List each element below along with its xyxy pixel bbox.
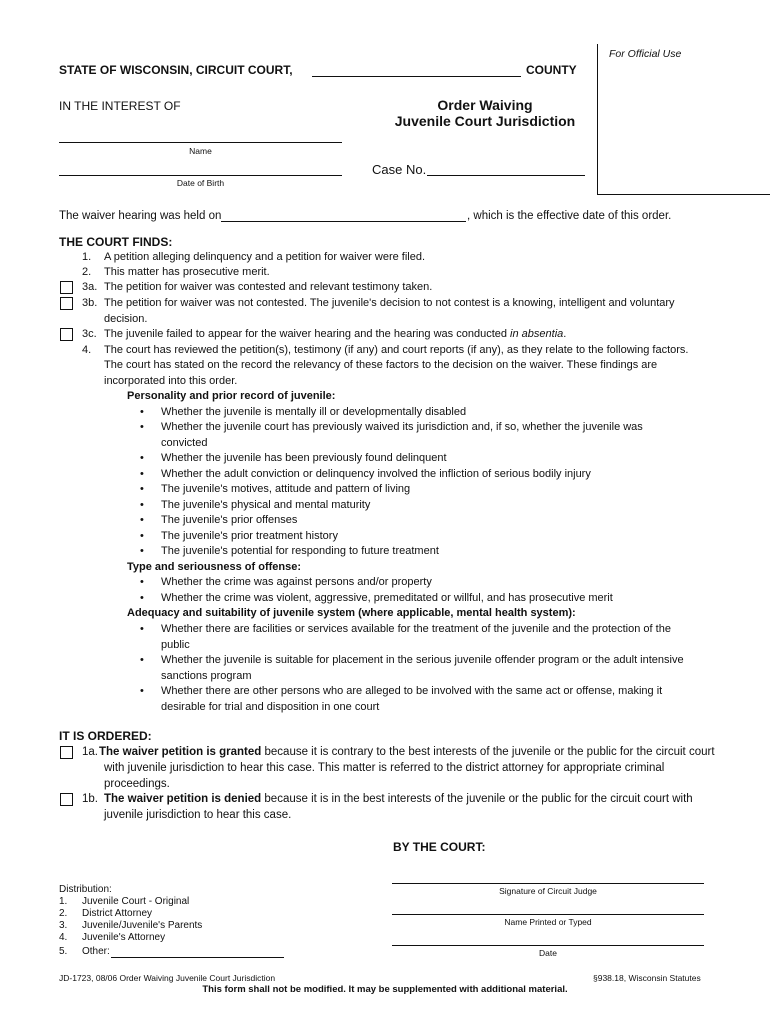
distribution-item: Juvenile Court - Original bbox=[82, 896, 190, 907]
bullet-icon: • bbox=[140, 623, 144, 635]
by-the-court-label: BY THE COURT: bbox=[393, 840, 486, 854]
bullet-icon: • bbox=[140, 654, 144, 666]
finding-3a-num: 3a. bbox=[82, 281, 98, 293]
finding-4-text-line1: The court has reviewed the petition(s), testimony (if any) and court reports (if any), as they relate to the following factors. bbox=[104, 344, 689, 356]
adequacy-heading: Adequacy and suitability of juvenile system (where applicable, mental health system): bbox=[127, 607, 576, 619]
personality-item: Whether the adult conviction or delinquency involved the infliction of serious bodily injury bbox=[161, 468, 591, 480]
personality-item: convicted bbox=[161, 437, 208, 449]
judge-name-field[interactable] bbox=[392, 902, 704, 915]
page-title-line2: Juvenile Court Jurisdiction bbox=[394, 113, 576, 129]
adequacy-item: Whether there are other persons who are alleged to be involved with the same act or offense, making it bbox=[161, 685, 663, 697]
distribution-heading: Distribution: bbox=[59, 884, 112, 895]
hearing-date-field[interactable] bbox=[221, 209, 466, 222]
bullet-icon: • bbox=[140, 545, 144, 557]
finding-4-num: 4. bbox=[82, 344, 92, 356]
personality-item: The juvenile's prior treatment history bbox=[161, 530, 338, 542]
order-1b-num: 1b. bbox=[82, 793, 98, 805]
distribution-item: Juvenile's Attorney bbox=[82, 932, 166, 943]
finding-3c-end: . bbox=[563, 328, 567, 340]
order-1a-rest: because it is contrary to the best interests of the juvenile or the public for the circuit court bbox=[261, 746, 715, 758]
finding-3c-text bbox=[104, 328, 566, 340]
finding-3c-italic: in absentia bbox=[510, 328, 564, 340]
bullet-icon: • bbox=[140, 483, 144, 495]
distribution-num: 4. bbox=[59, 932, 68, 943]
judge-name-label: Name Printed or Typed bbox=[504, 917, 592, 927]
personality-item: The juvenile's physical and mental maturity bbox=[161, 499, 371, 511]
county-label: COUNTY bbox=[526, 63, 577, 77]
finding-3c-num: 3c. bbox=[82, 328, 97, 340]
distribution-other-field[interactable] bbox=[111, 946, 284, 958]
order-1a-line3: proceedings. bbox=[104, 778, 170, 790]
form-id: JD-1723, 08/06 Order Waiving Juvenile Court Jurisdiction bbox=[59, 973, 276, 983]
finding-1-text: A petition alleging delinquency and a petition for waiver were filed. bbox=[104, 251, 426, 263]
official-use-label: For Official Use bbox=[609, 48, 682, 60]
dob-field[interactable] bbox=[59, 161, 342, 176]
order-date-label: Date bbox=[539, 948, 557, 958]
bullet-icon: • bbox=[140, 530, 144, 542]
bullet-icon: • bbox=[140, 685, 144, 697]
ordered-heading: IT IS ORDERED: bbox=[59, 729, 152, 743]
bullet-icon: • bbox=[140, 576, 144, 588]
distribution-item: Other: bbox=[82, 946, 110, 957]
order-1b-bold: The waiver petition is denied bbox=[104, 793, 262, 805]
distribution-num: 5. bbox=[59, 946, 68, 957]
finding-4-text-line2: The court has stated on the record the relevancy of these factors to the decision on the waiver. These findings are bbox=[104, 359, 658, 371]
order-1a-text bbox=[99, 746, 715, 758]
finding-3a-checkbox[interactable] bbox=[60, 281, 73, 294]
official-use-box bbox=[597, 44, 770, 195]
state-court-label: STATE OF WISCONSIN, CIRCUIT COURT, bbox=[59, 63, 293, 77]
finding-4-text-line3: incorporated into this order. bbox=[104, 375, 238, 387]
adequacy-item: Whether there are facilities or services available for the treatment of the juvenile and the protection of the bbox=[161, 623, 671, 635]
finding-3b-text-line1: The petition for waiver was not contested. The juvenile's decision to not contest is a knowing, intelligent and voluntary bbox=[104, 297, 675, 309]
adequacy-item: Whether the juvenile is suitable for placement in the serious juvenile offender program or the adult intensive bbox=[161, 654, 684, 666]
page-title-line1: Order Waiving bbox=[437, 97, 533, 113]
finding-1-num: 1. bbox=[82, 251, 92, 263]
case-no-field[interactable] bbox=[427, 161, 585, 176]
name-field[interactable] bbox=[59, 128, 342, 143]
name-label: Name bbox=[189, 146, 212, 156]
order-1a-bold: The waiver petition is granted bbox=[99, 746, 262, 758]
order-1a-line2: with juvenile jurisdiction to hear this case. This matter is referred to the district attorney for appropriate criminal bbox=[104, 762, 665, 774]
judge-signature-field[interactable] bbox=[392, 871, 704, 884]
offense-item: Whether the crime was against persons and/or property bbox=[161, 576, 432, 588]
court-finds-heading: THE COURT FINDS: bbox=[59, 235, 173, 249]
judge-signature-label: Signature of Circuit Judge bbox=[499, 886, 597, 896]
bullet-icon: • bbox=[140, 421, 144, 433]
adequacy-item: sanctions program bbox=[161, 670, 252, 682]
personality-item: The juvenile's prior offenses bbox=[161, 514, 298, 526]
finding-3a-text: The petition for waiver was contested and relevant testimony taken. bbox=[104, 281, 433, 293]
bullet-icon: • bbox=[140, 452, 144, 464]
order-1a-checkbox[interactable] bbox=[60, 746, 73, 759]
personality-item: Whether the juvenile has been previously found delinquent bbox=[161, 452, 447, 464]
finding-3c-text-main: The juvenile failed to appear for the waiver hearing and the hearing was conducted bbox=[104, 328, 507, 340]
adequacy-item: desirable for trial and disposition in one court bbox=[161, 701, 380, 713]
bullet-icon: • bbox=[140, 468, 144, 480]
form-notice: This form shall not be modified. It may be supplemented with additional material. bbox=[202, 984, 568, 995]
finding-3b-checkbox[interactable] bbox=[60, 297, 73, 310]
finding-2-num: 2. bbox=[82, 266, 92, 278]
order-1b-line2: juvenile jurisdiction to hear this case. bbox=[104, 809, 292, 821]
personality-item: The juvenile's motives, attitude and pattern of living bbox=[161, 483, 411, 495]
offense-heading: Type and seriousness of offense: bbox=[127, 561, 302, 573]
finding-3b-text-line2: decision. bbox=[104, 313, 148, 325]
bullet-icon: • bbox=[140, 499, 144, 511]
personality-heading: Personality and prior record of juvenile: bbox=[127, 390, 336, 402]
case-no-label: Case No. bbox=[372, 162, 427, 177]
order-1a-num: 1a. bbox=[82, 746, 98, 758]
bullet-icon: • bbox=[140, 514, 144, 526]
finding-2-text: This matter has prosecutive merit. bbox=[104, 266, 270, 278]
distribution-num: 1. bbox=[59, 896, 68, 907]
order-1b-text bbox=[104, 793, 693, 805]
distribution-num: 3. bbox=[59, 920, 68, 931]
adequacy-item: public bbox=[161, 639, 190, 651]
distribution-item: Juvenile/Juvenile's Parents bbox=[82, 920, 203, 931]
bullet-icon: • bbox=[140, 406, 144, 418]
order-date-field[interactable] bbox=[392, 933, 704, 946]
order-1b-rest: because it is in the best interests of the juvenile or the public for the circuit court with bbox=[261, 793, 693, 805]
finding-3b-num: 3b. bbox=[82, 297, 98, 309]
personality-item: Whether the juvenile court has previously waived its jurisdiction and, if so, whether the juvenile was bbox=[161, 421, 643, 433]
in-interest-label: IN THE INTEREST OF bbox=[59, 99, 181, 113]
hearing-suffix: , which is the effective date of this order. bbox=[467, 210, 672, 222]
finding-3c-checkbox[interactable] bbox=[60, 328, 73, 341]
bullet-icon: • bbox=[140, 592, 144, 604]
distribution-item: District Attorney bbox=[82, 908, 153, 919]
offense-item: Whether the crime was violent, aggressive, premeditated or willful, and has prosecutive merit bbox=[161, 592, 613, 604]
county-field[interactable] bbox=[312, 62, 521, 77]
order-1b-checkbox[interactable] bbox=[60, 793, 73, 806]
personality-item: The juvenile's potential for responding to future treatment bbox=[161, 545, 439, 557]
dob-label: Date of Birth bbox=[176, 178, 225, 188]
distribution-num: 2. bbox=[59, 908, 68, 919]
personality-item: Whether the juvenile is mentally ill or developmentally disabled bbox=[161, 406, 467, 418]
statute-reference: §938.18, Wisconsin Statutes bbox=[593, 973, 701, 983]
hearing-prefix: The waiver hearing was held on bbox=[59, 210, 222, 222]
